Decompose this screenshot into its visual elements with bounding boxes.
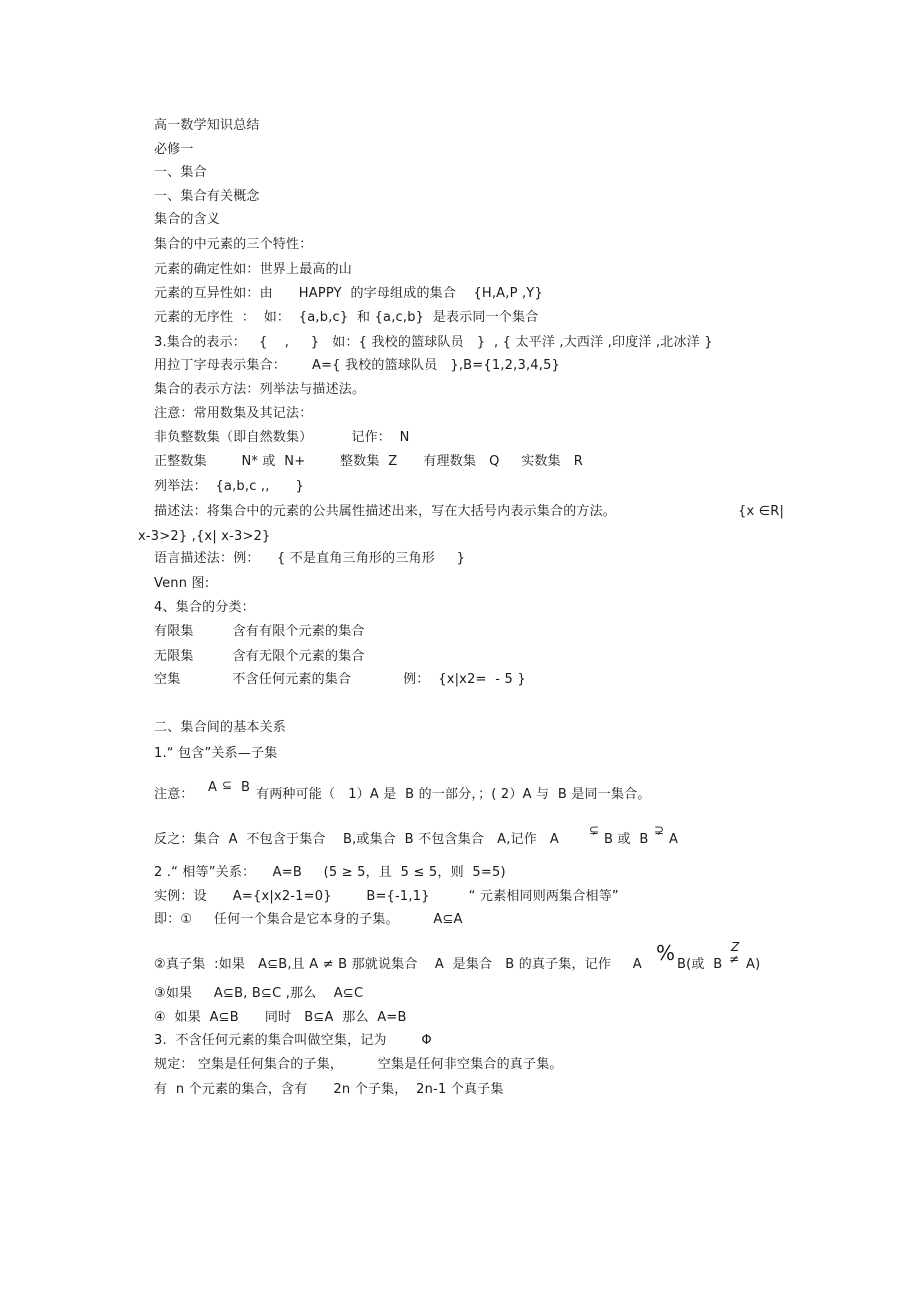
latin-letters-line: 用拉丁字母表示集合： A={ 我校的篮球队员 },B={1,2,3,4,5} [154,358,561,373]
unordered-line: 元素的无序性 ： 如： {a,b,c} 和 {a,c,b} 是表示同一个集合 [154,310,539,325]
converse-line: 反之：集合 A 不包含于集合 B,或集合 B 不包含集合 A,记作 A [154,832,560,847]
doc-title: 高一数学知识总结 [154,118,260,133]
verbal-description-line: 语言描述法：例： { 不是直角三角形的三角形 } [154,551,466,566]
proper-subset-symbol: ⊊ [589,823,600,837]
section-heading-concepts: 一、集合有关概念 [154,189,260,204]
distinctness-line: 元素的互异性如：由 HAPPY 的字母组成的集合 {H,A,P ,Y} [154,286,543,301]
infinite-set-line: 无限集 含有无限个元素的集合 [154,649,365,664]
proper-subset-line: ②真子集 :如果 A⊆B,且 A ≠ B 那就说集合 A 是集合 B 的真子集，记作 A [154,957,642,972]
not-equal-symbol: ≠ [729,952,740,966]
set-meaning: 集合的含义 [154,212,221,227]
number-sets-line: 正整数集 N* 或 N+ 整数集 Z 有理数集 Q 实数集 R [154,454,584,469]
empty-set-line: 空集 不含任何元素的集合 例： {x|x2= - 5 } [154,672,526,687]
proper-subset-end: A) [746,957,761,972]
proper-subset-middle: B(或 B [677,957,723,972]
converse-end: A [669,832,679,847]
description-method-continued: x-3>2} ,{x| x-3>2} [138,529,271,544]
listing-method-line: 列举法： {a,b,c ,, } [154,479,305,494]
three-properties: 集合的中元素的三个特性： [154,237,313,252]
book-label: 必修一 [154,142,194,157]
chapter-heading: 一、集合 [154,165,207,180]
description-method-line: 描述法：将集合中的元素的公共属性描述出来，写在大括号内表示集合的方法。 [154,504,617,519]
empty-set-definition: 3. 不含任何元素的集合叫做空集，记为 Φ [154,1033,432,1048]
proper-subset-z-mark: Z [731,940,740,954]
section-heading-relations: 二、集合间的基本关系 [154,720,287,735]
equality-relation-line: 2 .“ 相等”关系： A=B (5 ≥ 5，且 5 ≤ 5，则 5=5) [154,865,506,880]
methods-line: 集合的表示方法：列举法与描述法。 [154,382,366,397]
note-common-sets: 注意：常用数集及其记法： [154,406,313,421]
note-set-a: A [208,780,218,795]
note-text: 有两种可能（ 1）A 是 B 的一部分，；( 2）A 与 B 是同一集合。 [256,787,651,802]
representation-line: 3.集合的表示： { , } 如：{ 我校的篮球队员 } , { 太平洋 ,大西洋 ,印度洋 ,北冰洋 } [154,335,713,350]
proper-superset-symbol: ⊋ [654,823,665,837]
nonnegative-integers-line: 非负整数集（即自然数集） 记作： N [154,430,410,445]
subset-relation-heading: 1.“ 包含”关系—子集 [154,746,278,761]
converse-middle: B 或 B [604,832,649,847]
empty-set-rule: 规定： 空集是任何集合的子集， 空集是任何非空集合的真子集。 [154,1057,563,1072]
note-label: 注意： [154,787,194,802]
antisymmetry-line: ④ 如果 A⊆B 同时 B⊆A 那么 A=B [154,1010,407,1025]
certainty-line: 元素的确定性如：世界上最高的山 [154,262,353,277]
classification-heading: 4、集合的分类： [154,600,255,615]
subset-count-line: 有 n 个元素的集合，含有 2n 个子集， 2n-1 个真子集 [154,1082,504,1097]
proper-subset-large-symbol: % [656,941,676,965]
self-subset-line: 即：① 任何一个集合是它本身的子集。 A⊆A [154,912,463,927]
example-sets-line: 实例：设 A={x|x2-1=0} B={-1,1} “ 元素相同则两集合相等” [154,889,619,904]
venn-line: Venn 图: [154,576,210,591]
subseteq-symbol: ⊆ [222,778,233,792]
transitivity-line: ③如果 A⊆B, B⊆C ,那么 A⊆C [154,986,364,1001]
finite-set-line: 有限集 含有有限个元素的集合 [154,624,365,639]
description-method-tail: {x ∈R| [738,504,785,519]
note-set-b: B [241,780,251,795]
